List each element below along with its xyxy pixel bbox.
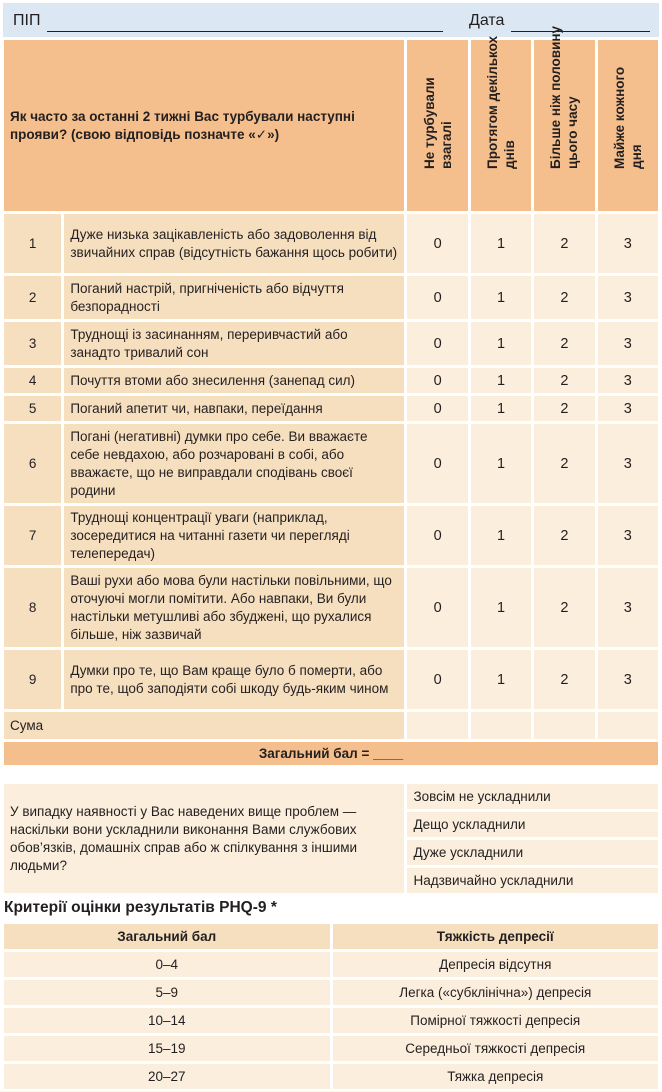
item-text: Почуття втоми або знесилення (занепад сил): [64, 368, 404, 393]
score-option[interactable]: 0: [407, 396, 467, 421]
date-label: Дата: [469, 12, 505, 29]
table-row: [4, 952, 658, 977]
score-range: 15–19: [4, 1036, 330, 1061]
score-range: 10–14: [4, 1008, 330, 1033]
table-row: [4, 568, 658, 647]
item-text: Погані (негативні) думки про себе. Ви вважаєте себе невдахою, або розчаровані в собі, або вважаєте, що не виправдали сподівань своєї родини: [64, 424, 404, 503]
criteria-header-severity: Тяжкість депресії: [333, 924, 659, 949]
item-number: 7: [4, 506, 61, 565]
score-option[interactable]: 0: [407, 424, 467, 503]
item-number: 2: [4, 276, 61, 319]
table-row: [4, 980, 658, 1005]
item-text: Думки про те, що Вам краще було б померти, або про те, щоб заподіяти собі шкоду будь-яким чином: [64, 650, 404, 709]
score-option[interactable]: 3: [598, 396, 658, 421]
item-text: Труднощі із засинанням, переривчастий або занадто тривалий сон: [64, 322, 404, 365]
score-option[interactable]: 1: [471, 276, 531, 319]
item-number: 3: [4, 322, 61, 365]
score-option[interactable]: 1: [471, 506, 531, 565]
score-option[interactable]: 0: [407, 368, 467, 393]
column-header-not-at-all: Не турбували взагалі: [407, 40, 467, 211]
score-option[interactable]: 2: [534, 276, 594, 319]
score-option[interactable]: 1: [471, 396, 531, 421]
severity-label: Середньої тяжкості депресія: [333, 1036, 659, 1061]
severity-label: Помірної тяжкості депресія: [333, 1008, 659, 1033]
score-option[interactable]: 1: [471, 650, 531, 709]
difficulty-option[interactable]: Надзвичайно ускладнили: [407, 868, 658, 893]
score-option[interactable]: 1: [471, 424, 531, 503]
table-row: [4, 276, 658, 319]
score-option[interactable]: 2: [534, 424, 594, 503]
table-row: [4, 1064, 658, 1089]
table-row: [4, 1036, 658, 1061]
item-text: Труднощі концентрації уваги (наприклад, зосередитися на читанні газети чи перегляді телепередач): [64, 506, 404, 565]
score-option[interactable]: 1: [471, 214, 531, 273]
name-field[interactable]: [47, 31, 443, 32]
column-header-nearly-every-day: Майже кожного дня: [598, 40, 658, 211]
difficulty-question: У випадку наявності у Вас наведених вище проблем — наскільки вони ускладнили виконання Вами службових обов’язків, домашніх справ або ж спілкування з іншими людьми?: [4, 784, 404, 893]
score-option[interactable]: 3: [598, 214, 658, 273]
table-row: [4, 424, 658, 503]
score-option[interactable]: 2: [534, 506, 594, 565]
name-label: ПІП: [13, 12, 41, 29]
sum-cell[interactable]: [407, 712, 467, 739]
score-option[interactable]: 2: [534, 368, 594, 393]
difficulty-table: [1, 781, 661, 896]
score-option[interactable]: 3: [598, 322, 658, 365]
score-option[interactable]: 0: [407, 214, 467, 273]
difficulty-option[interactable]: Дуже ускладнили: [407, 840, 658, 865]
score-range: 0–4: [4, 952, 330, 977]
score-option[interactable]: 3: [598, 650, 658, 709]
criteria-header-score: Загальний бал: [4, 924, 330, 949]
score-option[interactable]: 0: [407, 568, 467, 647]
score-option[interactable]: 0: [407, 322, 467, 365]
table-row: [4, 214, 658, 273]
score-option[interactable]: 3: [598, 424, 658, 503]
table-row: [4, 368, 658, 393]
score-option[interactable]: 1: [471, 322, 531, 365]
score-option[interactable]: 1: [471, 568, 531, 647]
criteria-title: Критерії оцінки результатів PHQ-9 *: [4, 899, 277, 916]
item-number: 6: [4, 424, 61, 503]
sum-label: Сума: [4, 712, 404, 739]
item-number: 1: [4, 214, 61, 273]
phq-table: [1, 25, 661, 768]
score-option[interactable]: 2: [534, 568, 594, 647]
item-text: Ваші рухи або мова були настільки повільними, що оточуючі могли помітити. Або навпаки, Ви були настільки метушливі або збуджені, що рухалися більше, ніж зазвичай: [64, 568, 404, 647]
sum-cell[interactable]: [598, 712, 658, 739]
table-row: [4, 396, 658, 421]
item-text: Поганий апетит чи, навпаки, переїдання: [64, 396, 404, 421]
item-text: Дуже низька зацікавленість або задоволення від звичайних справ (відсутність бажання щось робити): [64, 214, 404, 273]
criteria-table: [1, 921, 661, 1092]
score-option[interactable]: 3: [598, 506, 658, 565]
severity-label: Депресія відсутня: [333, 952, 659, 977]
table-row: [4, 506, 658, 565]
score-option[interactable]: 2: [534, 214, 594, 273]
item-number: 9: [4, 650, 61, 709]
table-row: [4, 322, 658, 365]
score-option[interactable]: 3: [598, 276, 658, 319]
column-header-several-days: Протягом декількох днів: [471, 40, 531, 211]
severity-label: Легка («субклінічна») депресія: [333, 980, 659, 1005]
column-header-more-than-half: Більше ніж половину цього часу: [534, 40, 594, 211]
table-row: [4, 650, 658, 709]
total-score: Загальний бал = ____: [4, 742, 658, 765]
score-option[interactable]: 2: [534, 396, 594, 421]
item-number: 4: [4, 368, 61, 393]
score-option[interactable]: 1: [471, 368, 531, 393]
score-option[interactable]: 0: [407, 650, 467, 709]
score-option[interactable]: 3: [598, 568, 658, 647]
item-number: 5: [4, 396, 61, 421]
score-range: 5–9: [4, 980, 330, 1005]
difficulty-option[interactable]: Зовсім не ускладнили: [407, 784, 658, 809]
score-option[interactable]: 0: [407, 506, 467, 565]
score-option[interactable]: 2: [534, 322, 594, 365]
difficulty-option[interactable]: Дещо ускладнили: [407, 812, 658, 837]
item-number: 8: [4, 568, 61, 647]
table-row: [4, 1008, 658, 1033]
score-option[interactable]: 2: [534, 650, 594, 709]
severity-label: Тяжка депресія: [333, 1064, 659, 1089]
sum-cell[interactable]: [534, 712, 594, 739]
sum-cell[interactable]: [471, 712, 531, 739]
score-option[interactable]: 0: [407, 276, 467, 319]
item-text: Поганий настрій, пригніченість або відчуття безпорадності: [64, 276, 404, 319]
question-heading: Як часто за останні 2 тижні Вас турбували наступні прояви? (свою відповідь позначте «✓»): [4, 40, 404, 211]
score-range: 20–27: [4, 1064, 330, 1089]
score-option[interactable]: 3: [598, 368, 658, 393]
